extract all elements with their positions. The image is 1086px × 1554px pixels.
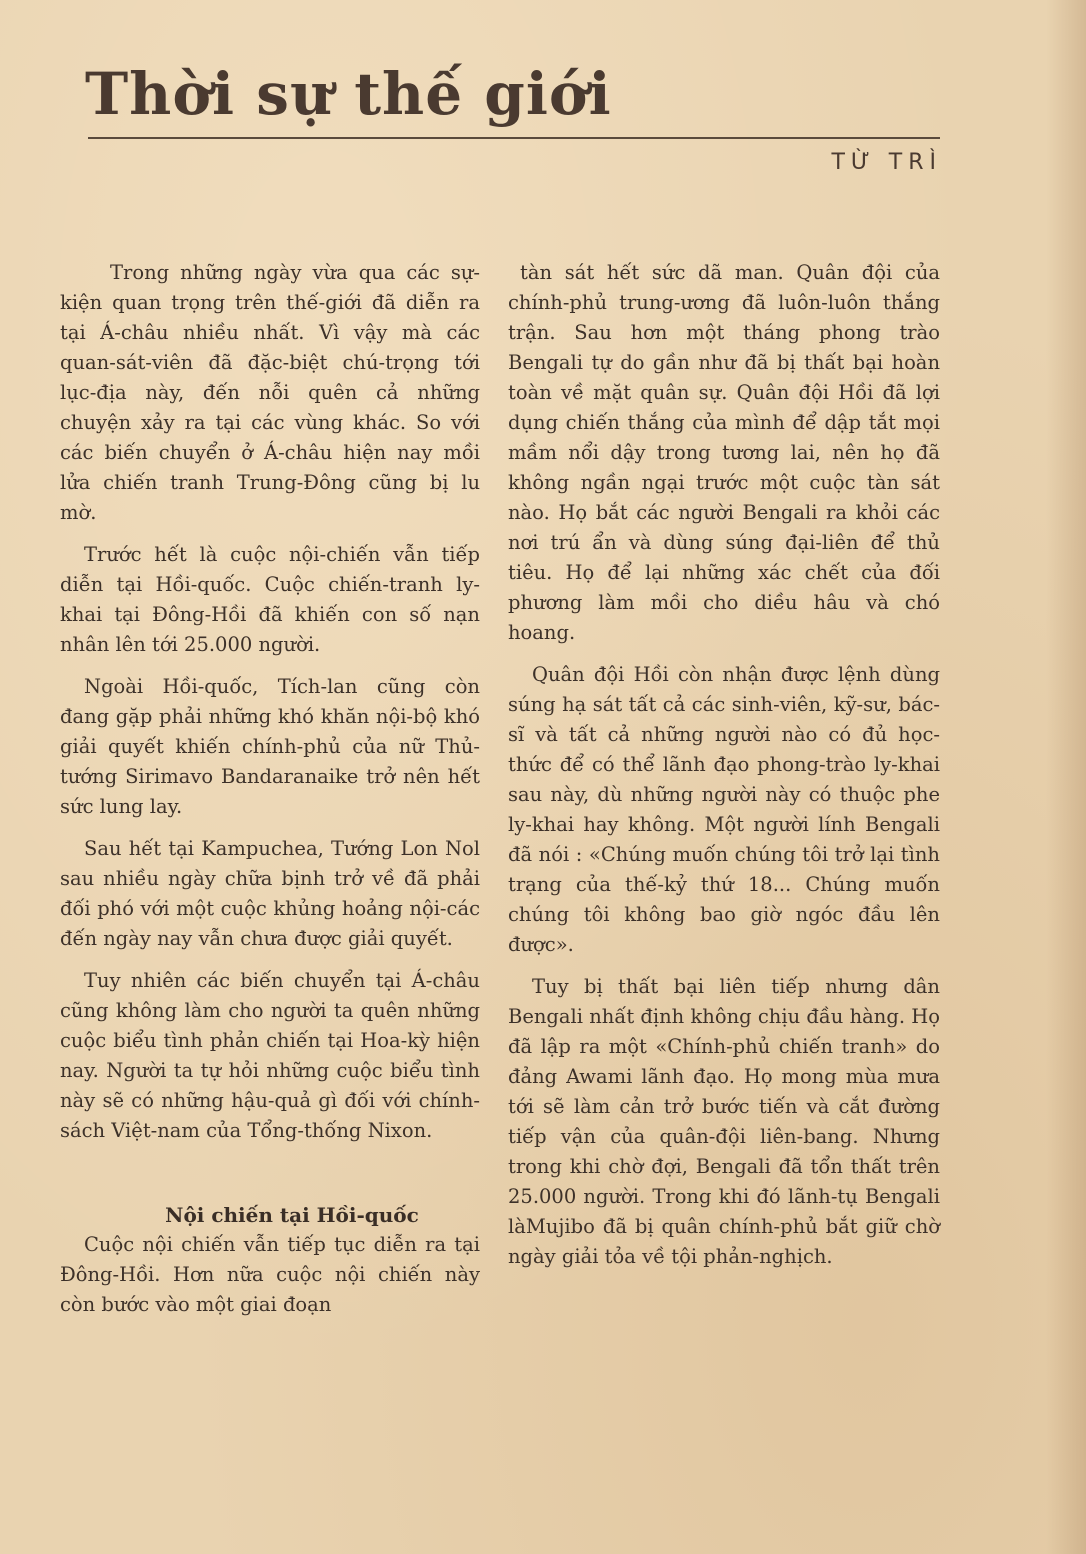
paragraph: Trước hết là cuộc nội-chiến vẫn tiếp diễn tại Hồi-quốc. Cuộc chiến-tranh ly-khai tại Đông-Hồi đã khiến con số nạn nhân lên tới 25.000 người. — [60, 543, 480, 656]
article-title: Thời sự thế giới — [85, 60, 612, 128]
paragraph: Tuy nhiên các biến chuyển tại Á-châu cũng không làm cho người ta quên những cuộc biểu tình phản chiến tại Hoa-kỳ hiện nay. Người ta tự hỏi những cuộc biểu tình này sẽ có những hậu-quả gì đối với chính-sách Việt-nam của Tổng-thống Nixon. — [60, 969, 480, 1142]
paragraph: Tuy bị thất bại liên tiếp nhưng dân Bengali nhất định không chịu đầu hàng. Họ đã lập ra một «Chính-phủ chiến tranh» do đảng Awami lãnh đạo. Họ mong mùa mưa tới sẽ làm cản trở bước tiến và cắt đường tiếp vận của quân-đội liên-bang. Nhưng trong khi chờ đợi, Bengali đã tổn thất trên 25.000 người. Trong khi đó lãnh-tụ Bengali làMujibo đã bị quân chính-phủ bắt giữ chờ ngày giải tỏa về tội phản-nghịch. — [508, 975, 940, 1268]
paragraph: Trong những ngày vừa qua các sự-kiện quan trọng trên thế-giới đã diễn ra tại Á-châu nhiều nhất. Vì vậy mà các quan-sát-viên đã đặc-biệt chú-trọng tới lục-địa này, đến nỗi quên cả những chuyện xảy ra tại các vùng khác. So với các biến chuyển ở Á-châu hiện nay mồi lửa chiến tranh Trung-Đông cũng bị lu mờ. — [60, 261, 480, 524]
section-heading: Nội chiến tại Hồi-quốc — [165, 1203, 419, 1227]
left-column — [60, 258, 480, 1332]
paragraph: Ngoài Hồi-quốc, Tích-lan cũng còn đang gặp phải những khó khăn nội-bộ khó giải quyết khiến chính-phủ của nữ Thủ-tướng Sirimavo Bandaranaike trở nên hết sức lung lay. — [60, 675, 480, 818]
paragraph: Cuộc nội chiến vẫn tiếp tục diễn ra tại Đông-Hồi. Hơn nữa cuộc nội chiến này còn bước vào một giai đoạn — [60, 1233, 480, 1316]
paragraph: tàn sát hết sức dã man. Quân đội của chính-phủ trung-ương đã luôn-luôn thắng trận. Sau hơn một tháng phong trào Bengali tự do gần như đã bị thất bại hoàn toàn về mặt quân sự. Quân đội Hồi đã lợi dụng chiến thắng của mình để dập tắt mọi mầm nổi dậy trong tương lai, nên họ đã không ngần ngại trước một cuộc tàn sát nào. Họ bắt các người Bengali ra khỏi các nơi trú ẩn và dùng súng đại-liên để thủ tiêu. Họ để lại những xác chết của đối phương làm mồi cho diều hâu và chó hoang. — [508, 261, 940, 644]
page-edge-shading — [1046, 0, 1086, 1554]
author-byline: TỪ TRÌ — [831, 150, 942, 175]
paragraph: Sau hết tại Kampuchea, Tướng Lon Nol sau nhiều ngày chữa bịnh trở về đã phải đối phó với một cuộc khủng hoảng nội-các đến ngày nay vẫn chưa được giải quyết. — [60, 837, 480, 950]
paragraph: Quân đội Hồi còn nhận được lệnh dùng súng hạ sát tất cả các sinh-viên, kỹ-sư, bác-sĩ và tất cả những người nào có đủ học-thức để có thể lãnh đạo phong-trào ly-khai sau này, dù những người này có thuộc phe ly-khai hay không. Một người lính Bengali đã nói : «Chúng muốn chúng tôi trở lại tình trạng của thế-kỷ thứ 18... Chúng muốn chúng tôi không bao giờ ngóc đầu lên được». — [508, 663, 940, 956]
title-underline-divider — [88, 137, 940, 139]
right-column — [508, 258, 940, 1284]
